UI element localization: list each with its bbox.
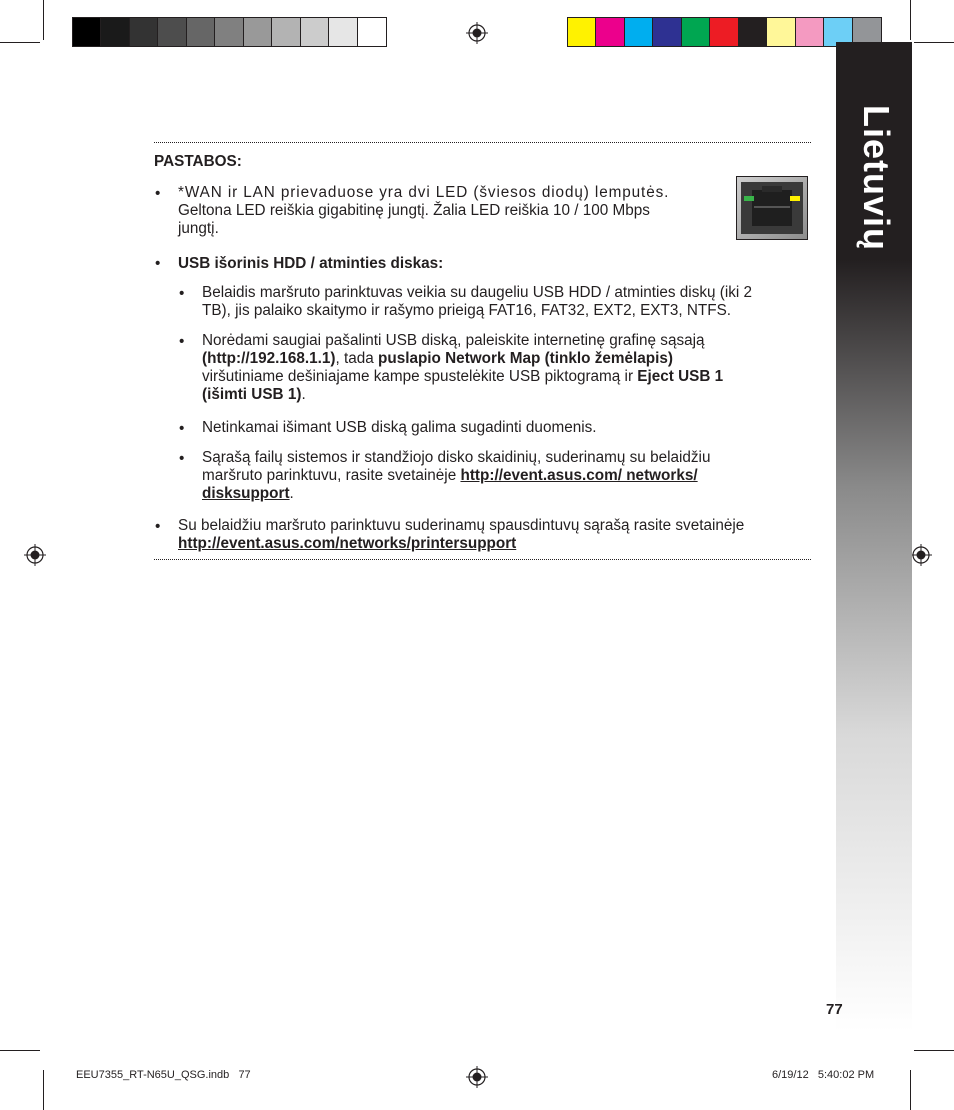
usb-heading: USB išorinis HDD / atminties diskas: (178, 255, 444, 272)
led-note-line: Geltona LED reiškia gigabitinę jungtį. Žalia LED reiškia 10 / 100 Mbps (178, 202, 650, 219)
color-swatch (215, 18, 243, 46)
registration-mark-icon (466, 1066, 488, 1088)
page-number: 77 (826, 1001, 843, 1018)
color-bar (567, 17, 882, 47)
printer-note-line: Su belaidžiu maršruto parinktuvu suderinamų spausdintuvų sąrašą rasite svetainėje (178, 517, 745, 534)
led-note-line: jungtį. (178, 220, 219, 237)
color-swatch (358, 18, 386, 46)
bullet: • (155, 518, 161, 535)
usb-item-1 (202, 284, 812, 320)
language-label: Lietuvių (856, 104, 897, 252)
color-swatch (73, 18, 101, 46)
registration-mark-icon (910, 544, 932, 566)
crop-mark (914, 1050, 954, 1051)
eject-usb-translation: (išimti USB 1) (202, 386, 302, 403)
printer-note-line (178, 535, 812, 553)
color-swatch (244, 18, 272, 46)
text-span: viršutiniame dešiniajame kampe spustelėkite USB piktogramą ir (202, 368, 638, 385)
bullet: • (155, 255, 161, 272)
text-span: , tada (335, 350, 378, 367)
usb-item-2 (202, 332, 812, 404)
usb-item-1-line: Belaidis maršruto parinktuvas veikia su daugeliu USB HDD / atminties diskų (iki 2 (202, 284, 753, 301)
usb-item-3: Netinkamai išimant USB diską galima sugadinti duomenis. (202, 419, 597, 436)
disk-support-link[interactable]: disksupport (202, 485, 290, 502)
top-dotted-divider (154, 142, 811, 143)
crop-mark (43, 0, 44, 40)
bottom-dotted-divider (154, 559, 811, 560)
bullet: • (179, 420, 185, 437)
color-swatch (158, 18, 186, 46)
crop-mark (0, 1050, 40, 1051)
color-swatch (710, 18, 738, 46)
color-swatch (739, 18, 767, 46)
text-span: . (289, 485, 294, 502)
color-swatch (767, 18, 795, 46)
bullet: • (179, 333, 185, 350)
color-swatch (130, 18, 158, 46)
registration-mark-icon (24, 544, 46, 566)
usb-item-4-line (202, 467, 812, 485)
crop-mark (910, 0, 911, 40)
color-swatch (653, 18, 681, 46)
usb-item-2-line (202, 368, 812, 386)
notes-heading: PASTABOS: (154, 153, 242, 170)
usb-item-4 (202, 449, 812, 503)
usb-item-2-line (202, 386, 812, 404)
bullet: • (155, 185, 161, 202)
color-swatch (625, 18, 653, 46)
crop-mark (910, 1070, 911, 1110)
ethernet-port-icon (736, 176, 808, 240)
printer-note (178, 517, 812, 553)
bullet: • (179, 285, 185, 302)
web-gui-url: (http://192.168.1.1) (202, 350, 336, 367)
color-swatch (568, 18, 596, 46)
color-swatch (596, 18, 624, 46)
eject-usb-label: Eject USB 1 (637, 368, 724, 385)
color-swatch (329, 18, 357, 46)
text-span: . (301, 386, 306, 403)
led-note (178, 184, 715, 238)
usb-item-4-line: Sąrašą failų sistemos ir standžiojo disko skaidinių, suderinamų su belaidžiu (202, 449, 711, 466)
usb-item-2-line: Norėdami saugiai pašalinti USB diską, paleiskite internetinę grafinę sąsają (202, 332, 705, 349)
footer-file-info: EEU7355_RT-N65U_QSG.indb 77 (76, 1069, 251, 1081)
bullet: • (179, 450, 185, 467)
text-span: maršruto parinktuvu, rasite svetainėje (202, 467, 461, 484)
network-map-label: puslapio Network Map (tinklo žemėlapis) (378, 350, 673, 367)
color-swatch (187, 18, 215, 46)
color-swatch (272, 18, 300, 46)
led-note-line: *WAN ir LAN prievaduose yra dvi LED (šviesos diodų) lemputės. (178, 184, 670, 201)
usb-item-1-line: TB), jis palaiko skaitymo ir rašymo prieigą FAT16, FAT32, EXT2, EXT3, NTFS. (202, 302, 732, 319)
grayscale-bar (72, 17, 387, 47)
footer-timestamp: 6/19/12 5:40:02 PM (772, 1069, 875, 1081)
color-swatch (682, 18, 710, 46)
color-swatch (796, 18, 824, 46)
color-swatch (301, 18, 329, 46)
usb-item-4-line (202, 485, 812, 503)
crop-mark (43, 1070, 44, 1110)
disk-support-link[interactable]: http://event.asus.com/ networks/ (460, 467, 698, 484)
color-swatch (101, 18, 129, 46)
printer-support-link[interactable]: http://event.asus.com/networks/printersupport (178, 535, 517, 552)
registration-mark-icon (466, 22, 488, 44)
usb-item-2-line (202, 350, 812, 368)
crop-mark (914, 42, 954, 43)
crop-mark (0, 42, 40, 43)
